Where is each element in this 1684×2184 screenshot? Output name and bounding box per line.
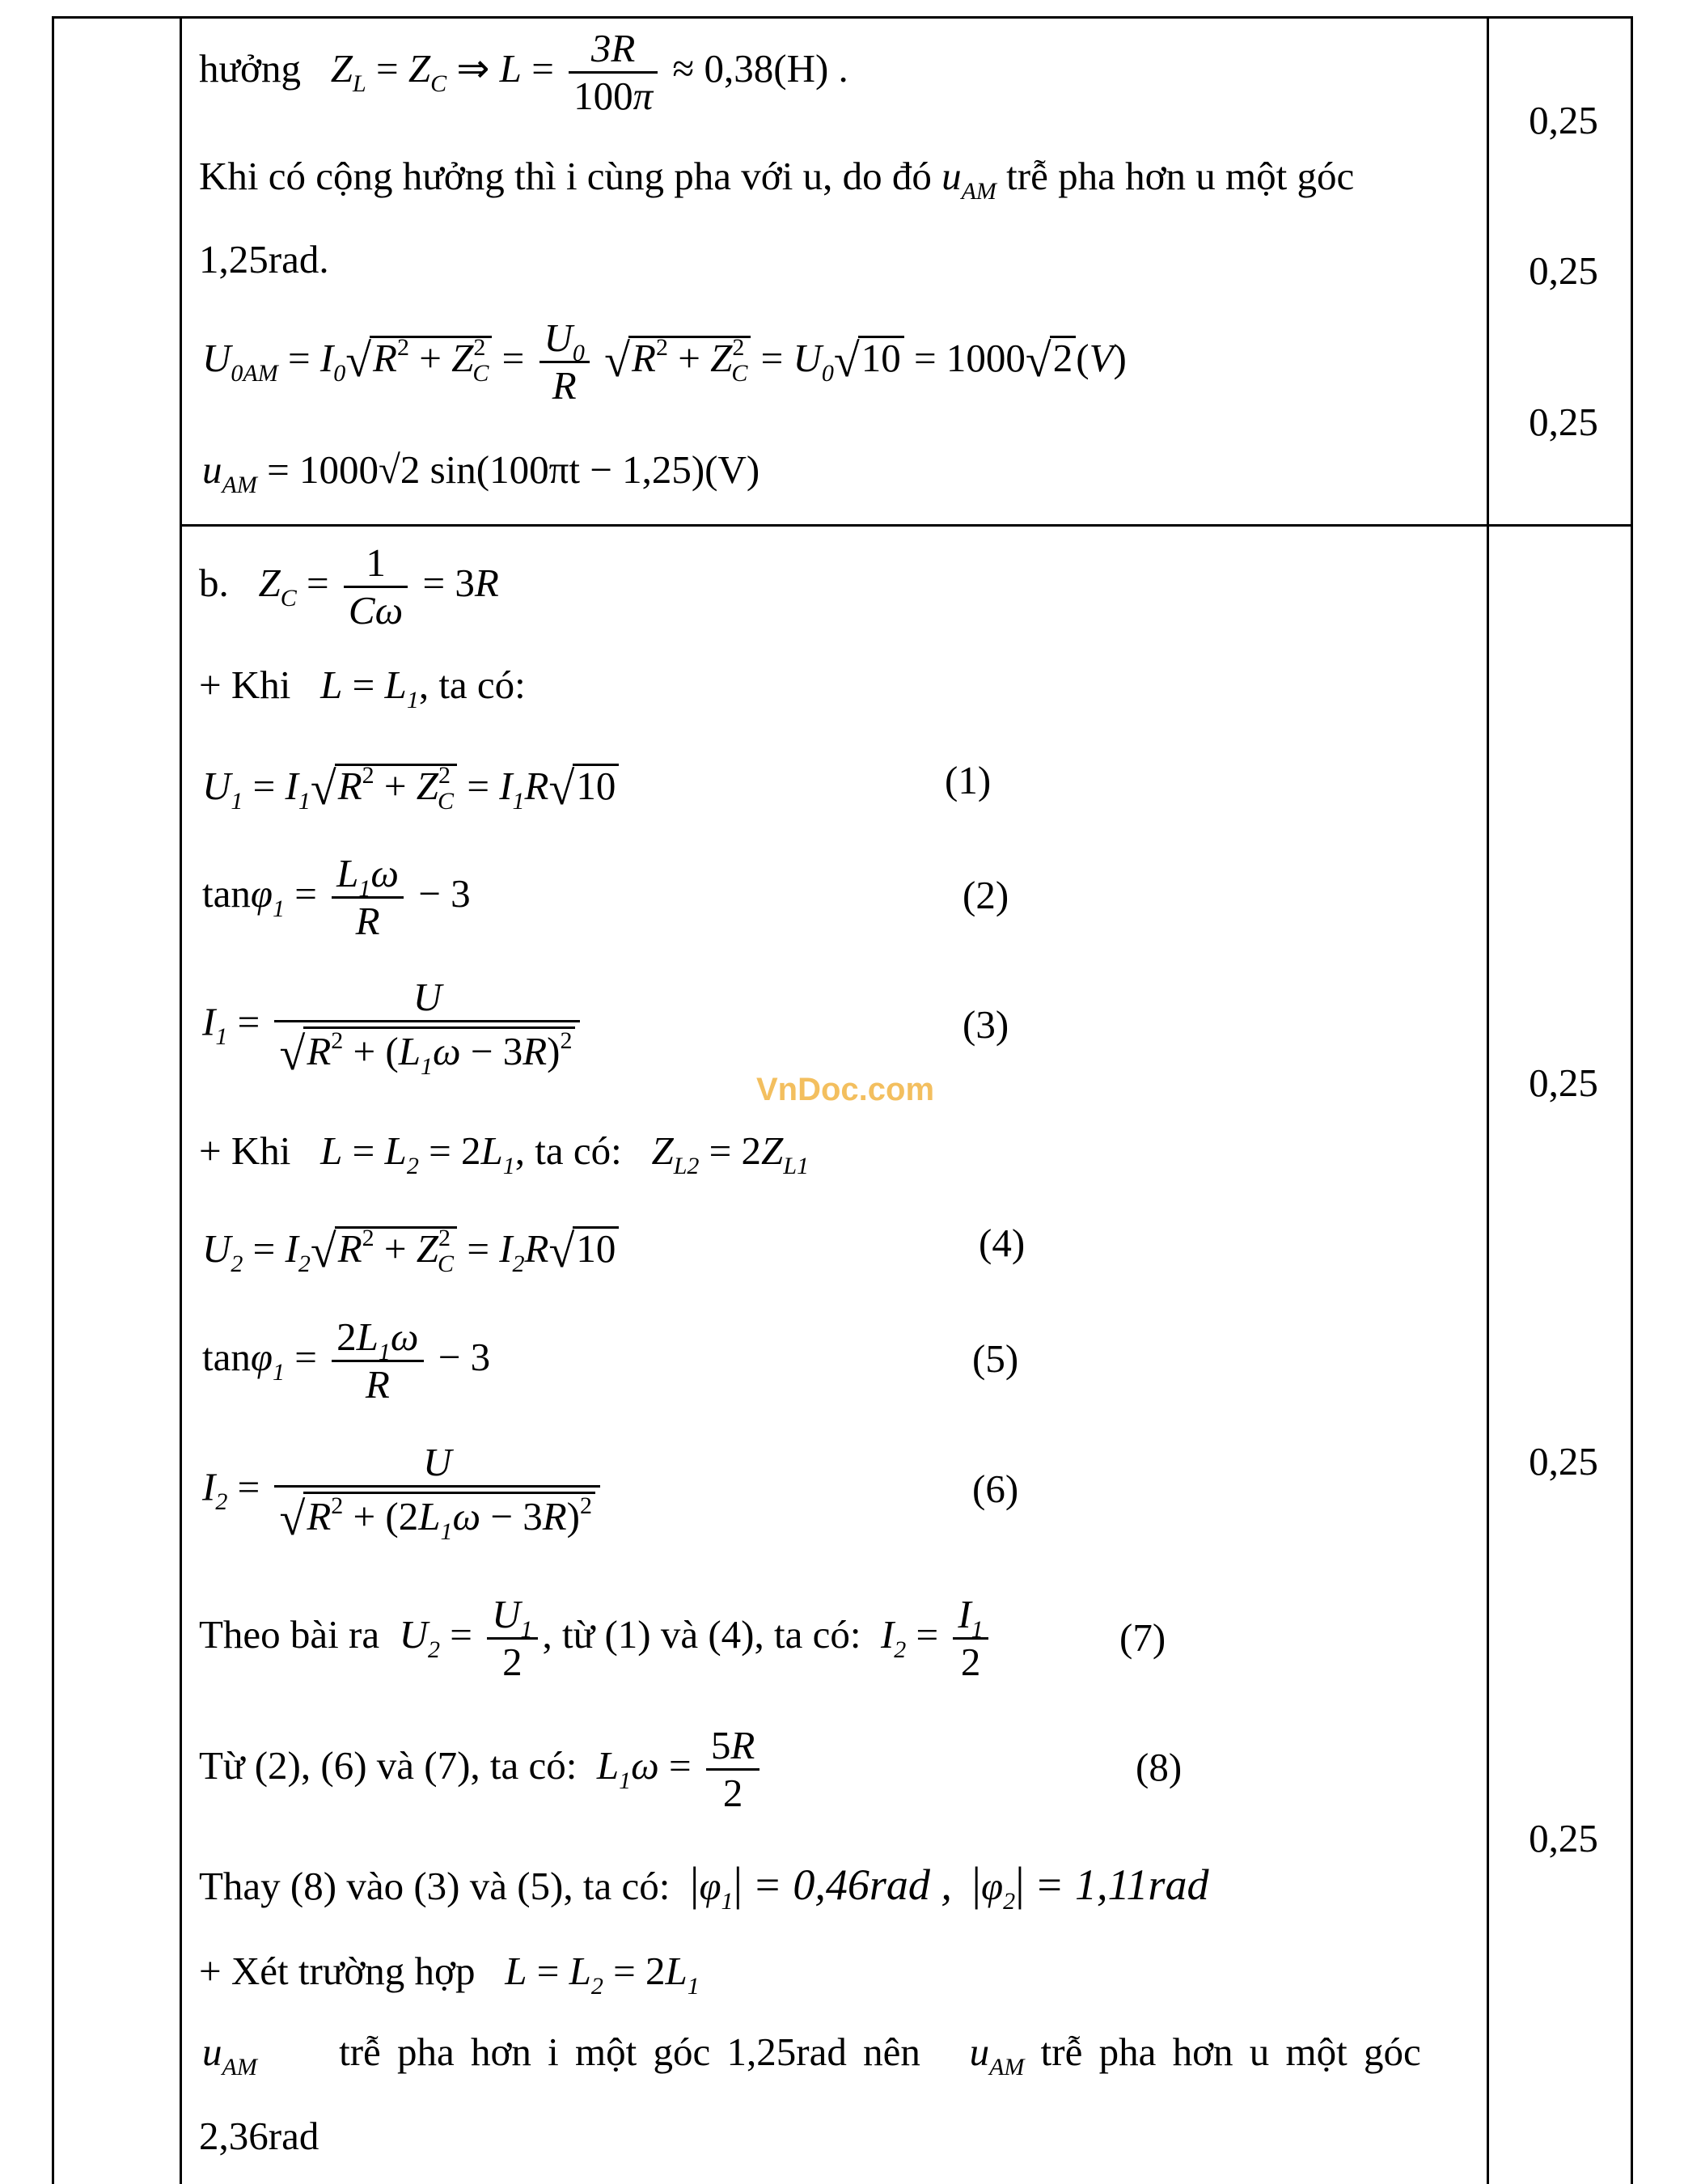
fraction-U-impedance2: $\frac{U}{√R^2 + (2L_1\omega - 3R)^2}$ bbox=[274, 1440, 600, 1542]
eq-num-2: (2) bbox=[963, 873, 1009, 917]
condition-line: Theo bài ra $U_2$ = $\frac{U_1}{2}$ , từ (1) và (4), ta có: $I_2$ = $\frac{I_1}{2}$ bbox=[199, 1592, 993, 1686]
part-b-zc: b. $Z_C$ = $\frac{1}{C\omega}$ = 3R bbox=[199, 540, 499, 633]
final-angle: 2,36rad bbox=[199, 2114, 319, 2158]
uam-lag-line: $u_{AM}$ trễ pha hơn i một góc 1,25rad nên $u_{AM}$ trễ pha hơn u một góc bbox=[202, 2030, 1421, 2080]
eq-num-6: (6) bbox=[972, 1467, 1019, 1511]
eq-num-3: (3) bbox=[963, 1002, 1009, 1047]
eq-num-1: (1) bbox=[945, 758, 992, 802]
score-row2-3: 0,25 bbox=[1529, 1816, 1598, 1860]
uam-expression: $u_{AM} = 1000√2$ sin(100πt − 1,25)(V) bbox=[202, 447, 760, 498]
fraction-U1-2: $\frac{U_1}{2}$ bbox=[487, 1592, 537, 1686]
eq-num-4: (4) bbox=[979, 1221, 1026, 1265]
fraction-U0-R: $\frac{U_0}{R}$ bbox=[539, 315, 590, 409]
table-border-left bbox=[52, 16, 54, 2184]
eq-num-8: (8) bbox=[1136, 1745, 1183, 1789]
fraction-L1w-R: $\frac{L_1\omega}{R}$ bbox=[332, 851, 404, 945]
eq-num-7: (7) bbox=[1119, 1615, 1166, 1660]
table-col-divider-1 bbox=[180, 16, 182, 2184]
table-row-divider bbox=[180, 524, 1633, 527]
case-L1-heading: + Khi $L = L_1$, ta có: bbox=[199, 662, 526, 713]
phase-values-line: Thay (8) vào (3) và (5), ta có: $|\varphi_1| = 0,46rad$ , $|\varphi_2| = 1,11rad$ bbox=[199, 1857, 1209, 1915]
resonance-line: hưởng $Z_L = Z_C$ ⇒ L = $\frac{3R}{100\pi}$ ≈ 0,38(H) . bbox=[199, 26, 848, 119]
fraction-2L1w-R: $\frac{2L_1\omega}{R}$ bbox=[332, 1314, 423, 1408]
fraction-1-Cw: $\frac{1}{C\omega}$ bbox=[344, 540, 408, 634]
watermark-logo: VnDoc.com bbox=[756, 1072, 935, 1107]
score-row1-2: 0,25 bbox=[1529, 248, 1598, 293]
equation-U1: $U_1 = I_1√R^2 + Z^2_C = I_1R√10$ bbox=[202, 760, 619, 807]
u0am-equation: $U_{0AM} = I_0√R^2 + Z^2_C$ = $\frac{U_0}{R}$ $√R^2 + Z^2_C = U_0√10 = 1000√2(V)$ bbox=[202, 315, 1127, 408]
equation-tan-phi1: tanφ$_1$ = $\frac{L_1\omega}{R}$ − 3 bbox=[202, 851, 471, 944]
score-row1-3: 0,25 bbox=[1529, 400, 1598, 444]
in-phase-statement: Khi có cộng hưởng thì i cùng pha với u, do đó $u_{AM}$ trễ pha hơn u một góc bbox=[199, 154, 1355, 205]
case-L2-heading: + Khi $L = L_2 = 2L_1$, ta có: $Z_{L2} = 2Z_{L1}$ bbox=[199, 1128, 809, 1179]
score-row2-2: 0,25 bbox=[1529, 1439, 1598, 1484]
equation-U2: $U_2 = I_2√R^2 + Z^2_C = I_2R√10$ bbox=[202, 1223, 619, 1270]
eq-num-5: (5) bbox=[972, 1336, 1019, 1381]
fraction-3R-100pi: $\frac{3R}{100\pi}$ bbox=[569, 26, 658, 120]
equation-I1: $I_1$ = $\frac{U}{√R^2 + (L_1\omega - 3R)^2}$ bbox=[202, 975, 585, 1077]
score-row1-1: 0,25 bbox=[1529, 98, 1598, 142]
derive-L1w-line: Từ (2), (6) và (7), ta có: $L_1\omega$ = $\frac{5R}{2}$ bbox=[199, 1723, 764, 1817]
equation-I2: $I_2$ = $\frac{U}{√R^2 + (2L_1\omega - 3R)^2}$ bbox=[202, 1440, 605, 1542]
fraction-I1-2: $\frac{I_1}{2}$ bbox=[953, 1592, 988, 1686]
case-consider-line: + Xét trường hợp $L = L_2 = 2L_1$ bbox=[199, 1949, 700, 2000]
fraction-U-impedance1: $\frac{U}{√R^2 + (L_1\omega - 3R)^2}$ bbox=[274, 975, 580, 1077]
equation-tan-phi-case2: tanφ$_1$ = $\frac{2L_1\omega}{R}$ − 3 bbox=[202, 1314, 491, 1407]
table-border-top bbox=[52, 16, 1633, 19]
table-col-divider-2 bbox=[1487, 16, 1489, 2184]
fraction-5R-2: $\frac{5R}{2}$ bbox=[706, 1723, 759, 1817]
score-row2-1: 0,25 bbox=[1529, 1060, 1598, 1105]
angle-line: 1,25rad. bbox=[199, 237, 329, 281]
